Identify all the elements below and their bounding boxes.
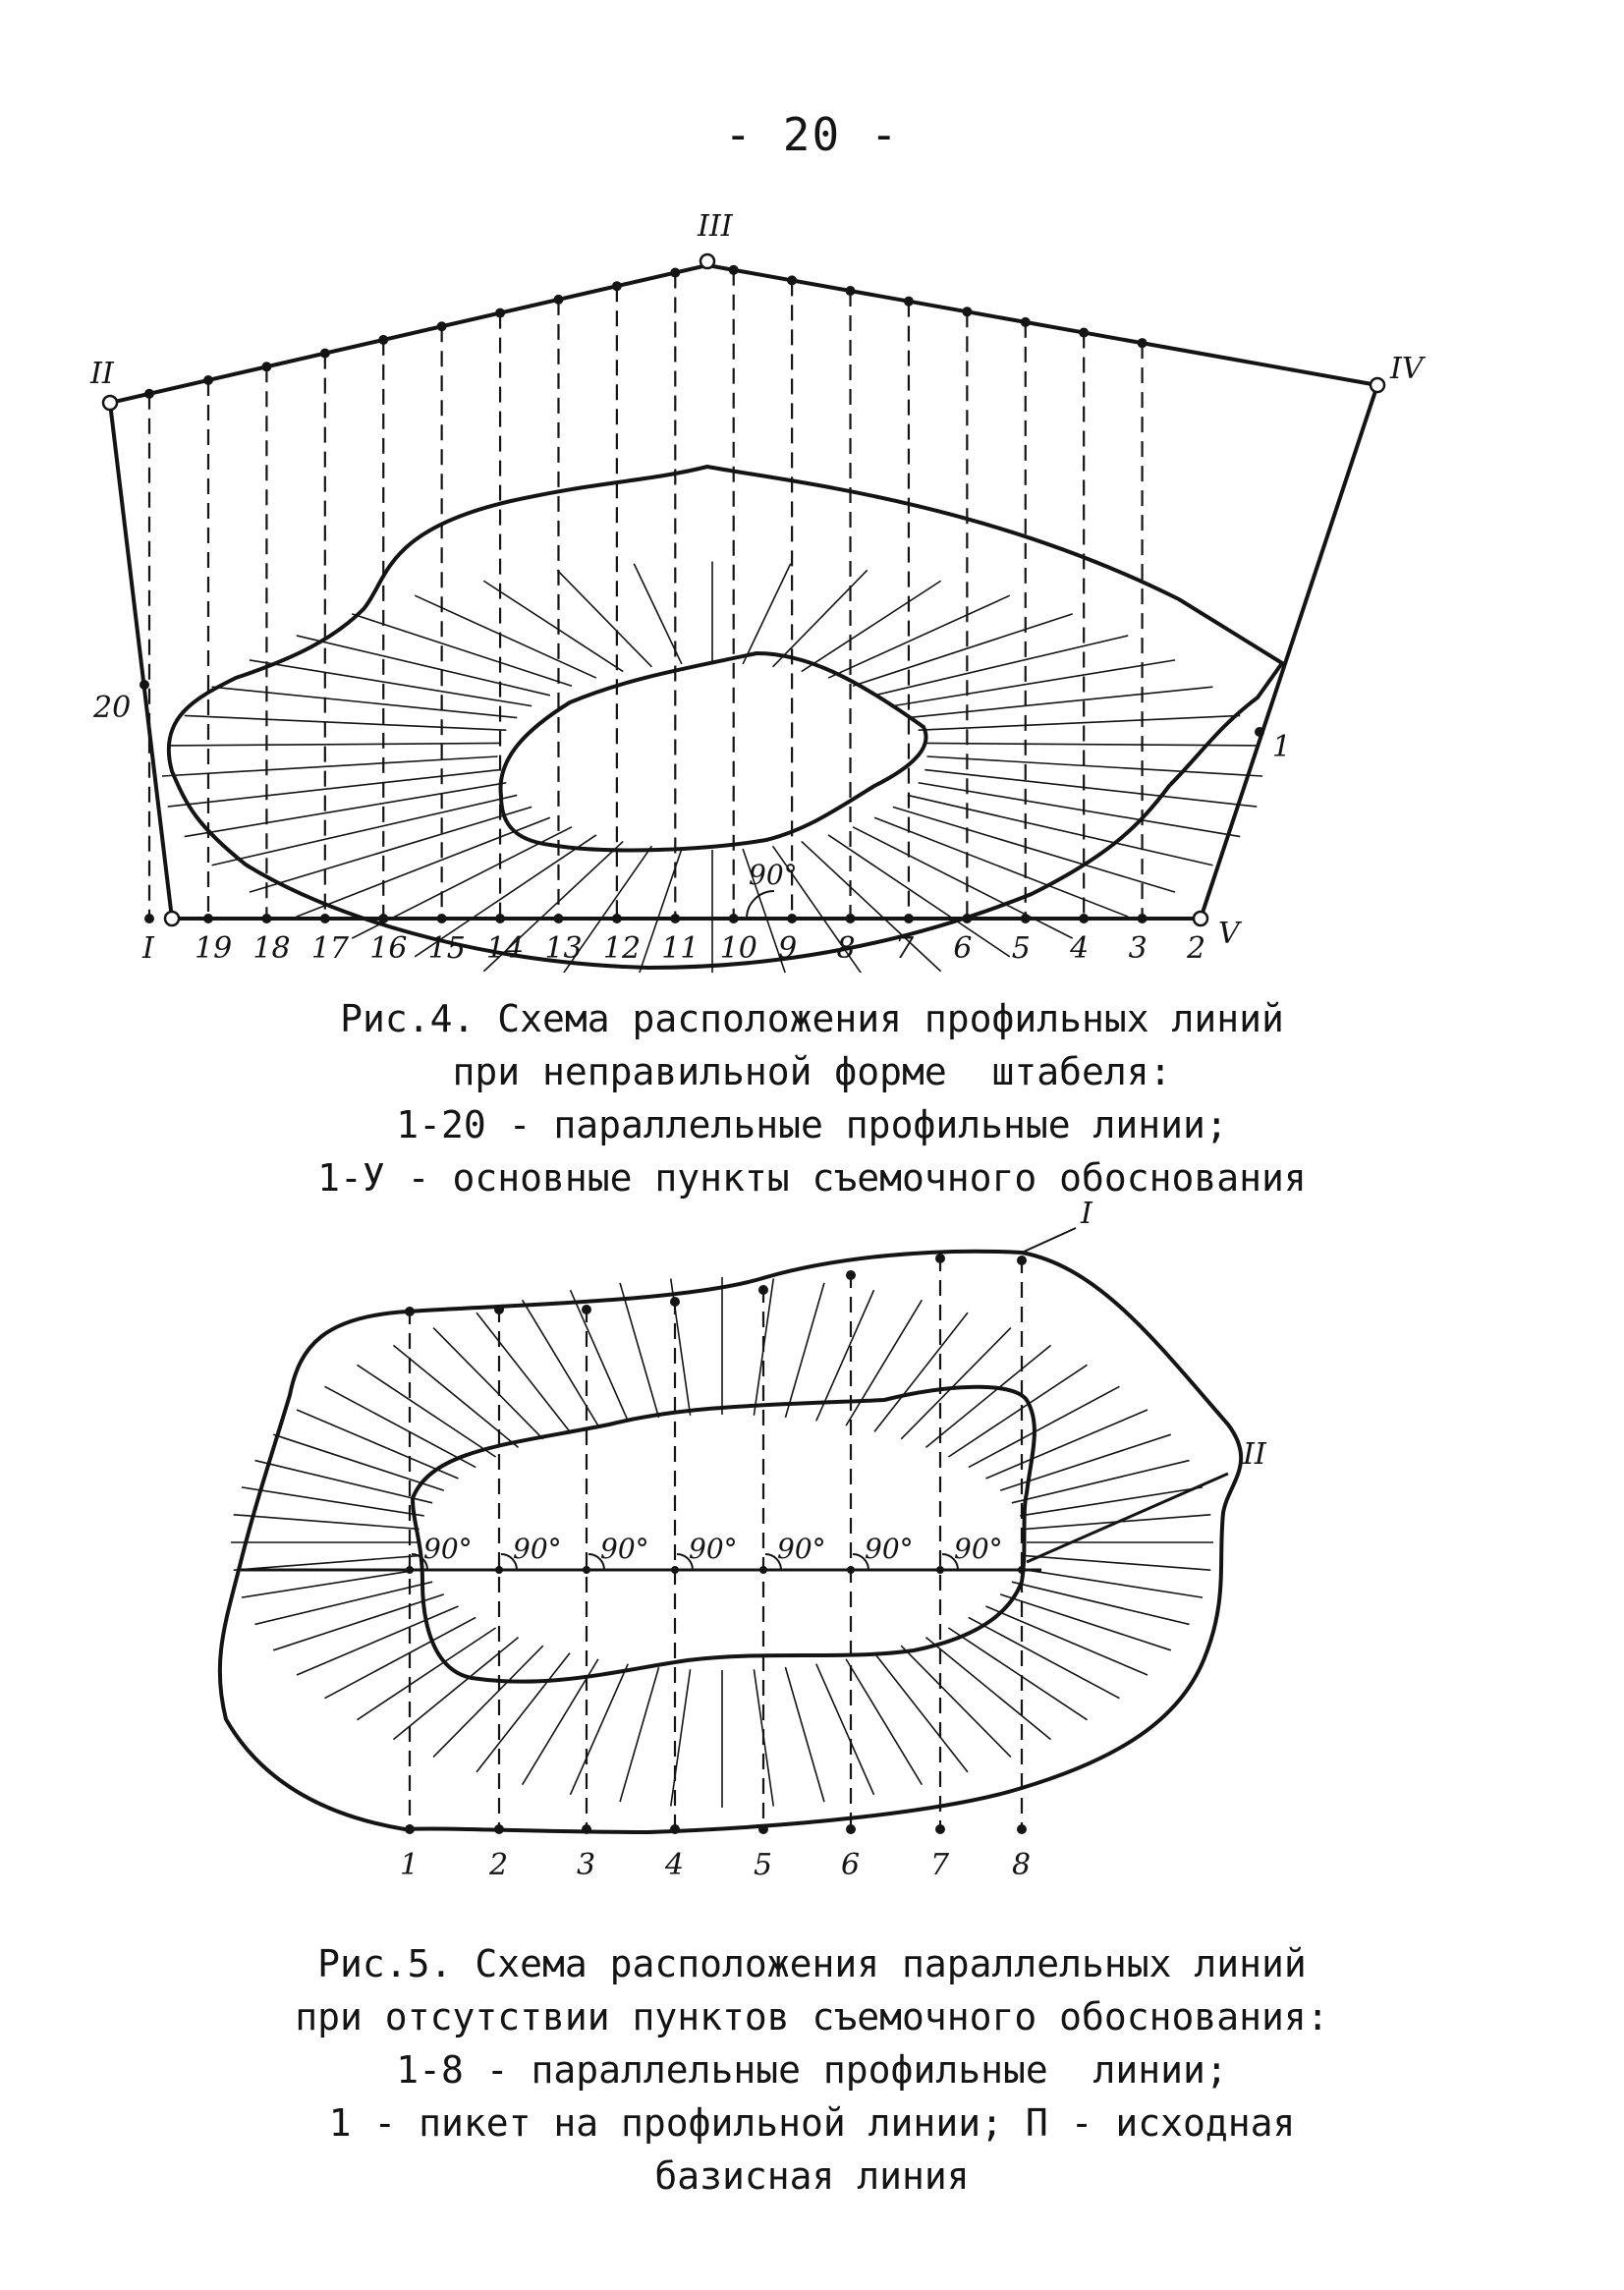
radial-line [168, 770, 500, 808]
radial-line [773, 570, 868, 666]
picket-point [846, 1824, 856, 1834]
radial-line [671, 1669, 691, 1806]
picket-point [495, 308, 505, 318]
radial-line [297, 636, 550, 696]
picket-point [140, 680, 149, 690]
radial-line [816, 1664, 874, 1795]
picket-point [759, 1566, 767, 1574]
radial-line [324, 1617, 476, 1698]
radial-line [948, 1365, 1087, 1457]
picket-point [758, 1824, 768, 1834]
radial-line [557, 570, 651, 666]
picket-point [495, 914, 505, 923]
picket-point [320, 914, 330, 923]
caption-line: при неправильной форме штабеля: [452, 1050, 1172, 1093]
profile-number: 2 [1187, 931, 1206, 966]
picket-point [1138, 338, 1148, 348]
picket-point [378, 914, 388, 923]
picket-point [1255, 727, 1264, 737]
profile-number: 16 [369, 931, 408, 966]
radial-line [1000, 1594, 1171, 1650]
station-IV-point [1371, 378, 1384, 392]
picket-point [670, 268, 680, 278]
radial-line [846, 1300, 922, 1425]
radial-line [1012, 1582, 1190, 1624]
side-label-1: 1 [1272, 730, 1292, 764]
picket-point [846, 286, 856, 296]
radial-line [234, 1556, 420, 1571]
profile-number: 4 [1070, 931, 1090, 966]
caption-line: базисная линия [654, 2154, 970, 2198]
radial-line [185, 715, 507, 730]
radial-line [476, 1653, 570, 1772]
figure-4-diagram [0, 206, 1624, 973]
profile-number: 10 [719, 931, 757, 966]
radial-line [324, 1386, 476, 1467]
figure-5-caption [0, 1937, 1624, 2203]
station-II-point [103, 396, 117, 410]
radial-line [874, 1313, 968, 1431]
angle-label: 90° [777, 1533, 826, 1565]
profile-number: 13 [544, 931, 583, 966]
profile-number: 11 [661, 931, 700, 966]
radial-line [162, 756, 498, 776]
radial-line [357, 1628, 495, 1720]
caption-line: при отсутствии пунктов съемочного обоснования: [295, 1995, 1329, 2039]
picket-point [904, 297, 914, 307]
picket-points [140, 265, 1264, 923]
radial-line [476, 1313, 570, 1431]
picket-point [405, 1824, 415, 1834]
angle-label: 90° [689, 1533, 738, 1565]
picket-point [758, 1285, 768, 1295]
radial-line [925, 1638, 1050, 1740]
station-label-V: V [1218, 917, 1240, 951]
angle-label: 90° [954, 1533, 1003, 1565]
radial-line [785, 1283, 824, 1418]
caption-line: 1-20 - параллельные профильные линии; [396, 1103, 1228, 1146]
picket-point [936, 1566, 944, 1574]
right-angle-marks [412, 1533, 1003, 1570]
radial-line [969, 1386, 1120, 1467]
picket-point [494, 1824, 504, 1834]
picket-point [582, 1305, 591, 1314]
picket-point [378, 335, 388, 345]
station-label-IV: IV [1390, 352, 1424, 386]
picket-point [144, 389, 154, 399]
profile-number: 4 [665, 1848, 685, 1882]
picket-point [612, 281, 622, 291]
picket-point [962, 914, 972, 923]
profile-number: 18 [252, 931, 291, 966]
station-I-point [165, 912, 179, 925]
radial-line [1012, 1461, 1190, 1503]
profile-number: 1 [400, 1848, 420, 1882]
picket-point [1017, 1824, 1027, 1834]
picket-point [405, 1307, 415, 1316]
profile-number: 3 [1128, 931, 1148, 966]
station-III-point [700, 254, 714, 268]
station-label-I: I [142, 931, 154, 966]
profile-number: 19 [195, 931, 233, 966]
angle-label: 90° [749, 859, 798, 891]
picket-point [904, 914, 914, 923]
picket-point [671, 1566, 679, 1574]
profile-number: 14 [486, 931, 525, 966]
radial-line [1020, 1569, 1203, 1597]
profile-number: 9 [778, 931, 798, 966]
angle-label: 90° [865, 1533, 914, 1565]
radial-line [925, 1345, 1050, 1447]
picket-point [1021, 317, 1031, 327]
radial-line [1000, 1434, 1171, 1490]
picket-point [553, 914, 563, 923]
base-line-extension [1027, 1474, 1228, 1562]
profile-number: 8 [836, 931, 856, 966]
radial-line [969, 1617, 1120, 1698]
radial-line [874, 636, 1128, 696]
picket-point [670, 914, 680, 923]
picket-point [1021, 914, 1031, 923]
picket-point [203, 914, 213, 923]
caption-line: Рис.4. Схема расположения профильных линий [340, 997, 1284, 1040]
radial-line [242, 1569, 424, 1597]
profile-numbers [400, 1848, 1031, 1882]
station-V-point [1194, 912, 1207, 925]
profile-number: 7 [930, 1848, 950, 1882]
radial-line [924, 770, 1257, 808]
picket-point [846, 1270, 856, 1280]
radial-line [168, 743, 500, 745]
radial-line [250, 660, 532, 706]
picket-point [847, 1566, 855, 1574]
station-label-II: II [90, 357, 114, 391]
radial-line [357, 1365, 495, 1457]
picket-point [553, 295, 563, 305]
picket-point [406, 1566, 414, 1574]
picket-point [1138, 914, 1148, 923]
figure-4-caption [0, 992, 1624, 1204]
radial-line [273, 1434, 444, 1490]
profile-number: 7 [894, 931, 915, 966]
figure-5-diagram [0, 1189, 1624, 1935]
radial-lines [162, 562, 1262, 974]
picket-point [787, 275, 797, 285]
profile-number: 6 [841, 1848, 861, 1882]
picket-point [1018, 1566, 1026, 1574]
profile-number: 6 [953, 931, 973, 966]
picket-point [582, 1824, 591, 1834]
picket-point [670, 1297, 680, 1307]
picket-point [612, 914, 622, 923]
radial-line [242, 1487, 424, 1516]
page-number: - 20 - [724, 108, 900, 161]
picket-point [261, 362, 271, 371]
picket-point [437, 321, 447, 331]
picket-point [935, 1824, 945, 1834]
profile-number: 15 [427, 931, 466, 966]
radial-line [254, 1461, 432, 1503]
picket-point [320, 349, 330, 359]
radial-line [212, 687, 518, 717]
radial-line [908, 687, 1213, 717]
radial-line [254, 1582, 432, 1624]
picket-point [787, 914, 797, 923]
radial-line [570, 1290, 628, 1421]
radial-line [927, 756, 1263, 776]
radial-line [273, 1594, 444, 1650]
picket-point [495, 1566, 503, 1574]
radial-line [828, 835, 1010, 957]
picket-point [846, 914, 856, 923]
angle-label: 90° [600, 1533, 649, 1565]
radial-line [846, 1659, 922, 1785]
radial-line [743, 564, 791, 664]
profile-numbers [195, 931, 1205, 966]
picket-point [437, 914, 447, 923]
profile-number: 12 [602, 931, 642, 966]
right-angle-arc [747, 891, 774, 919]
radial-line [620, 1283, 659, 1418]
radial-line [874, 1653, 968, 1772]
angle-label: 90° [513, 1533, 562, 1565]
stockpile-outer-contour [169, 467, 1282, 968]
radial-line [893, 660, 1175, 706]
profile-number: 5 [754, 1848, 773, 1882]
radial-line [785, 1667, 824, 1802]
profile-number: 3 [577, 1848, 596, 1882]
picket-point [494, 1305, 504, 1314]
caption-line: Рис.5. Схема расположения параллельных линий [317, 1942, 1307, 1985]
radial-line [1025, 1556, 1210, 1571]
profile-number: 8 [1012, 1848, 1032, 1882]
picket-point [729, 914, 739, 923]
radial-line [570, 1664, 628, 1795]
traverse-polygon [110, 265, 1377, 919]
picket-point [144, 914, 154, 923]
profile-number: 2 [489, 1848, 509, 1882]
caption-line: 1-8 - параллельные профильные линии; [396, 2048, 1228, 2092]
picket-point [729, 265, 739, 275]
radial-line [234, 1515, 420, 1530]
radial-line [1020, 1487, 1203, 1516]
picket-point [1079, 328, 1089, 338]
picket-point [670, 1824, 680, 1834]
picket-point [962, 307, 972, 316]
profile-number: 5 [1011, 931, 1031, 966]
picket-point [583, 1566, 590, 1574]
caption-line: 1-У - основные пункты съемочного обоснования [317, 1156, 1307, 1200]
angle-label: 90° [423, 1533, 473, 1565]
picket-point [203, 375, 213, 385]
picket-point [261, 914, 271, 923]
profile-lines [149, 270, 1143, 919]
caption-line: 1 - пикет на профильной линии; П - исходная [328, 2101, 1296, 2145]
station-label-I: I [1081, 1197, 1092, 1231]
side-label-20: 20 [93, 691, 132, 725]
radial-line [948, 1628, 1087, 1720]
station-label-III: III [698, 209, 733, 244]
profile-number: 17 [310, 931, 350, 966]
picket-point [1079, 914, 1089, 923]
leader-line-I [1022, 1228, 1076, 1253]
picket-point [935, 1254, 945, 1263]
station-label-II: II [1243, 1437, 1266, 1472]
radial-line [620, 1667, 659, 1802]
picket-point [1017, 1256, 1027, 1265]
